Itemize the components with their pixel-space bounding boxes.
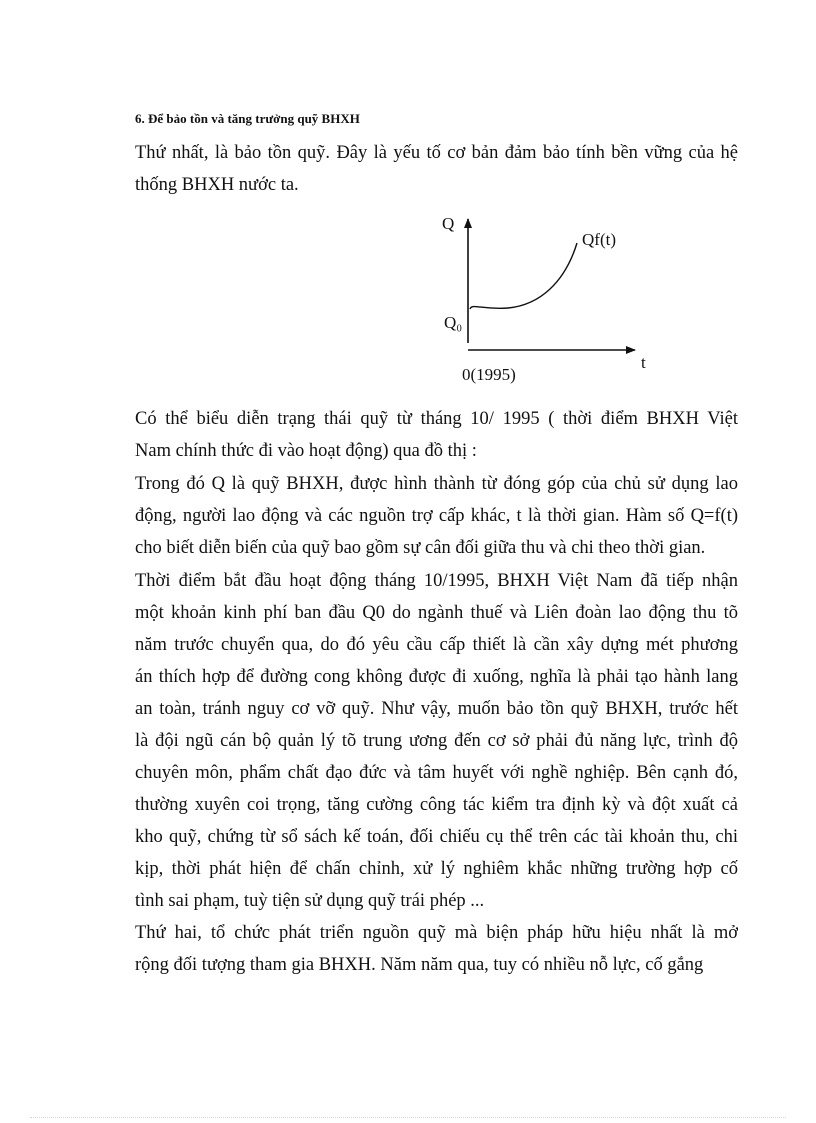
text-line: động, người lao động và các nguồn trợ cấp khác, t là thời gian. Hàm số Q=f(t) — [135, 506, 738, 526]
text-line: Thứ hai, tổ chức phát triển nguồn quỹ mà biện pháp hữu hiệu nhất là mở — [135, 923, 738, 943]
text-line: án thích hợp để đường cong không được đi xuống, nghĩa là phải tạo hành lang — [135, 667, 738, 687]
text-line: rộng đối tượng tham gia BHXH. Năm năm qua, tuy có nhiều nỗ lực, cố gắng — [135, 955, 704, 975]
paragraph-2 — [135, 403, 738, 467]
paragraph-3 — [135, 468, 738, 564]
text-line: kịp, thời phát hiện để chấn chỉnh, xử lý nghiêm khắc những trường hợp cố — [135, 859, 738, 879]
fund-curve — [470, 243, 577, 309]
section-heading: 6. Để bảo tồn và tăng trưởng quỹ BHXH — [135, 111, 360, 126]
text-line: an toàn, tránh nguy cơ vỡ quỹ. Như vậy, muốn bảo tồn quỹ BHXH, trước hết — [135, 699, 738, 719]
curve-label: Qf(t) — [582, 230, 616, 249]
text-line: chuyên môn, phẩm chất đạo đức và tâm huyết với nghề nghiệp. Bên cạnh đó, — [135, 763, 738, 783]
origin-value-label: Q₀ — [444, 313, 463, 332]
text-line: Nam chính thức đi vào hoạt động) qua đồ thị : — [135, 441, 477, 461]
fund-growth-diagram — [430, 205, 660, 390]
text-line: thường xuyên coi trọng, tăng cường công tác kiểm tra định kỳ và đột xuất cả — [135, 795, 738, 815]
paragraph-1 — [135, 137, 738, 201]
text-line: thống BHXH nước ta. — [135, 175, 299, 195]
text-line: kho quỹ, chứng từ sổ sách kế toán, đối chiếu cụ thể trên các tài khoản thu, chi — [135, 827, 738, 847]
text-line: Trong đó Q là quỹ BHXH, được hình thành từ đóng góp của chủ sử dụng lao — [135, 474, 738, 494]
text-line: Thứ nhất, là bảo tồn quỹ. Đây là yếu tố cơ bản đảm bảo tính bền vững của hệ — [135, 143, 738, 163]
text-line: cho biết diễn biến của quỹ bao gồm sự cân đối giữa thu và chi theo thời gian. — [135, 538, 706, 558]
x-axis-label: t — [641, 353, 646, 372]
text-line: là đội ngũ cán bộ quản lý tõ trung ương đến cơ sở phải đủ năng lực, trình độ — [135, 731, 738, 751]
y-axis-label: Q — [442, 214, 455, 233]
text-line: năm trước chuyển qua, do đó yêu cầu cấp thiết là cần xây dựng mét phương — [135, 635, 738, 655]
text-line: tình sai phạm, tuỳ tiện sử dụng quỹ trái phép ... — [135, 891, 485, 911]
page-bottom-divider — [30, 1117, 786, 1118]
text-line: Thời điểm bắt đầu hoạt động tháng 10/1995, BHXH Việt Nam đã tiếp nhận — [135, 571, 738, 591]
text-line: một khoản kinh phí ban đầu Q0 do ngành thuế và Liên đoàn lao động thu tõ — [135, 603, 738, 623]
text-line: Có thể biểu diễn trạng thái quỹ từ tháng 10/ 1995 ( thời điểm BHXH Việt — [135, 409, 738, 429]
paragraph-5 — [135, 917, 738, 981]
paragraph-4 — [135, 565, 738, 917]
origin-label: 0(1995) — [462, 365, 516, 384]
diagram-svg — [430, 205, 660, 390]
